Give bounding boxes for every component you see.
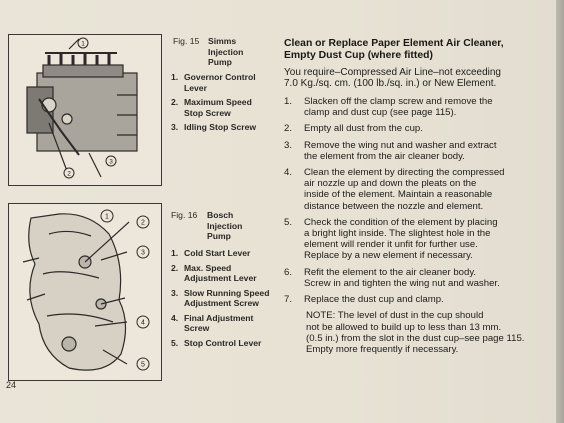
figure-15-illustration xyxy=(8,34,162,186)
list-item: 1. Slacken off the clamp screw and remove the clamp and dust cup (see page 115). xyxy=(284,96,493,119)
fig15-callout-1: 1 xyxy=(81,40,85,48)
figure-16-label: Fig. 16 xyxy=(171,210,198,220)
instructions-section xyxy=(284,38,554,356)
figure-15-title: Simms Injection Pump xyxy=(208,36,244,67)
list-item: 7. Replace the dust cup and clamp. xyxy=(284,294,444,306)
list-item: 2. Max. Speed Adjustment Lever xyxy=(171,262,257,283)
list-item: 1. Cold Start Lever xyxy=(171,248,251,258)
figure-15-label: Fig. 15 xyxy=(173,36,200,46)
list-item: 2. Empty all dust from the cup. xyxy=(284,123,423,135)
list-item: 2. Maximum Speed Stop Screw xyxy=(171,97,252,118)
list-item: 3. Slow Running Speed Adjustment Screw xyxy=(171,287,270,308)
fig16-callout-3: 3 xyxy=(141,249,145,257)
fig16-callout-5: 5 xyxy=(141,361,145,369)
fig16-callout-2: 2 xyxy=(141,219,145,227)
simms-pump-drawing xyxy=(9,35,161,185)
requirements-text: You require–Compressed Air Line–not exceeding 7.0 Kg./sq. cm. (100 lb./sq. in.) or New Element. xyxy=(284,66,501,90)
list-item: 6. Refit the element to the air cleaner body. Screw in and tighten the wing nut and washer. xyxy=(284,266,500,289)
page-edge xyxy=(556,0,564,423)
fig15-callout-3: 3 xyxy=(109,158,113,166)
figure-16-parts-list xyxy=(171,248,283,352)
list-item: 5. Check the condition of the element by placing a bright light inside. The slightest hole in the element will render it unfit for further use. Replace by a new element if necessary. xyxy=(284,216,498,262)
figure-16-illustration xyxy=(8,203,162,381)
steps-list xyxy=(284,96,554,305)
figure-15-parts-list xyxy=(171,72,283,137)
list-item: 4. Final Adjustment Screw xyxy=(171,312,254,333)
list-item: 4. Clean the element by directing the compressed air nozzle up and down the pleats on the inside of the element. Maintain a reasonable distance between the nozzle and element. xyxy=(284,167,505,212)
list-item: 3. Remove the wing nut and washer and extract the element from the air cleaner body. xyxy=(284,139,497,162)
fig16-callout-1: 1 xyxy=(105,213,109,221)
bosch-pump-drawing xyxy=(9,204,161,380)
list-item: 1. Governor Control Lever xyxy=(171,72,256,93)
figure-16-caption xyxy=(171,210,243,241)
list-item: 3. Idling Stop Screw xyxy=(171,122,257,132)
note-text: NOTE: The level of dust in the cup should not be allowed to build up to less than 13 mm. (0.5 in.) from the slot in the dust cup–see page 115. Empty more frequently if necessary. xyxy=(306,310,525,356)
fig15-callout-2: 2 xyxy=(67,170,71,178)
section-heading: Clean or Replace Paper Element Air Cleaner, Empty Dust Cup (where fitted) xyxy=(284,38,504,62)
figure-16-title: Bosch Injection Pump xyxy=(207,210,243,241)
fig16-callout-4: 4 xyxy=(141,319,145,327)
page-number: 24 xyxy=(6,380,17,390)
list-item: 5. Stop Control Lever xyxy=(171,337,262,348)
figure-15-caption xyxy=(173,36,244,67)
